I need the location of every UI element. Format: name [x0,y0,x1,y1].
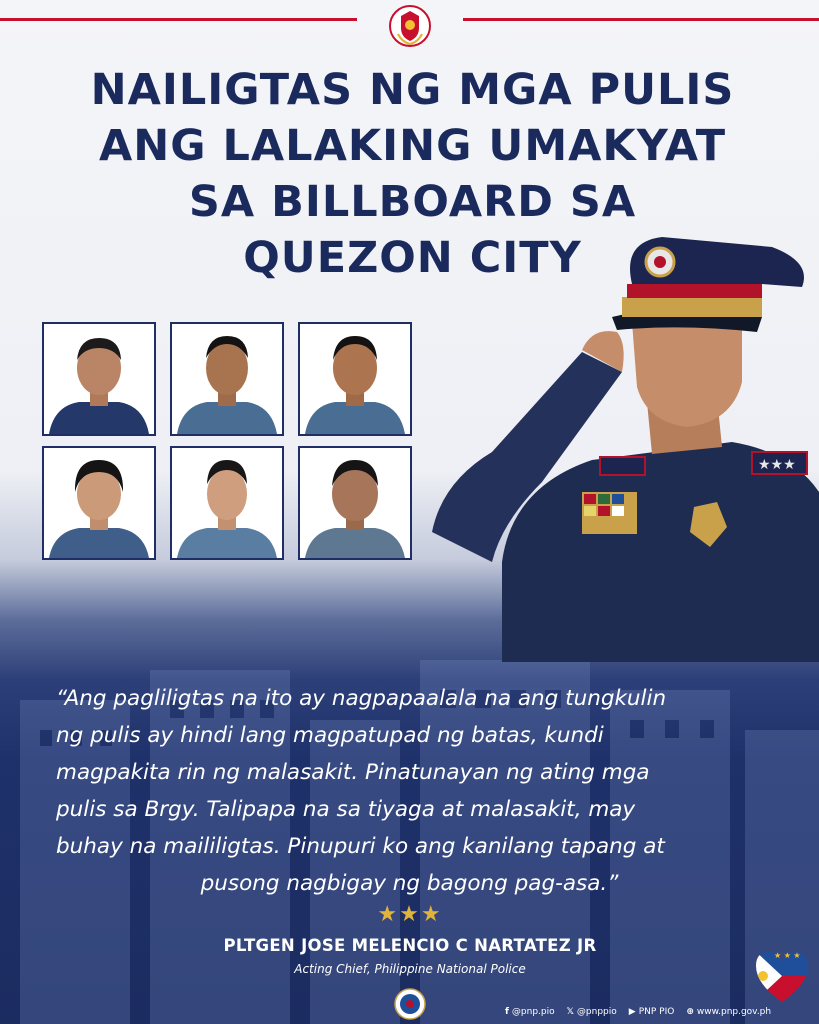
globe-icon: ⊕ [686,1007,694,1017]
quote-line-2: ng pulis ay hindi lang magpatupad ng batas, kundi [56,723,604,748]
quote-line-6: pusong nagbigay ng bagong pag-asa.” [200,871,619,896]
officer-photo-4 [42,446,156,560]
svg-text:★★★: ★★★ [758,457,796,473]
social-x[interactable] [567,1007,617,1017]
officer-photo-5 [170,446,284,560]
svg-text:★ ★ ★: ★ ★ ★ [774,951,801,960]
signatory-name: PLTGEN JOSE MELENCIO C NARTATEZ JR [223,936,597,955]
officer-photo-6 [298,446,412,560]
pnp-badge-icon [388,4,432,48]
social-website-label: www.pnp.gov.ph [696,1007,772,1017]
rank-stars-icon: ★★★ [377,902,443,927]
social-facebook-label: @pnp.pio [511,1007,555,1017]
quote-line-4: pulis sa Brgy. Talipapa na sa tiyaga at malasakit, may [56,797,636,822]
quote-line-1: “Ang pagliligtas na ito ay nagpapaalala na ang tungkulin [56,686,667,711]
x-icon: 𝕏 [566,1007,574,1017]
officer-photo-3 [298,322,412,436]
headline-line-4: QUEZON CITY [243,233,582,283]
signatory-role: Acting Chief, Philippine National Police [294,962,526,976]
headline-line-1: NAILIGTAS NG MGA PULIS [90,65,735,115]
officer-photo-2 [170,322,284,436]
facebook-icon: f [505,1007,509,1017]
saluting-officer-image [432,232,819,662]
quote-line-5: buhay na maililigtas. Pinupuri ko ang kanilang tapang at [56,834,665,859]
social-youtube-label: PNP PIO [638,1007,675,1017]
philippine-flag-heart-icon [752,948,812,1004]
quote-line-3: magpakita rin ng malasakit. Pinatunayan ng ating mga [56,760,650,785]
social-links [505,1003,771,1021]
quote-block [56,680,763,902]
social-facebook[interactable] [505,1007,555,1017]
officer-photo-grid [42,322,414,564]
youtube-icon: ▶ [628,1007,636,1017]
social-x-label: @pnppio [576,1007,617,1017]
officer-photo-1 [42,322,156,436]
social-website[interactable] [686,1007,771,1017]
headline-line-3: SA BILLBOARD SA [188,177,637,227]
top-red-line-right [463,18,819,21]
top-red-line-left [0,18,357,21]
social-youtube[interactable] [629,1007,675,1017]
pnp-pio-seal-icon [394,988,426,1020]
headline-line-2: ANG LALAKING UMAKYAT [98,121,727,171]
